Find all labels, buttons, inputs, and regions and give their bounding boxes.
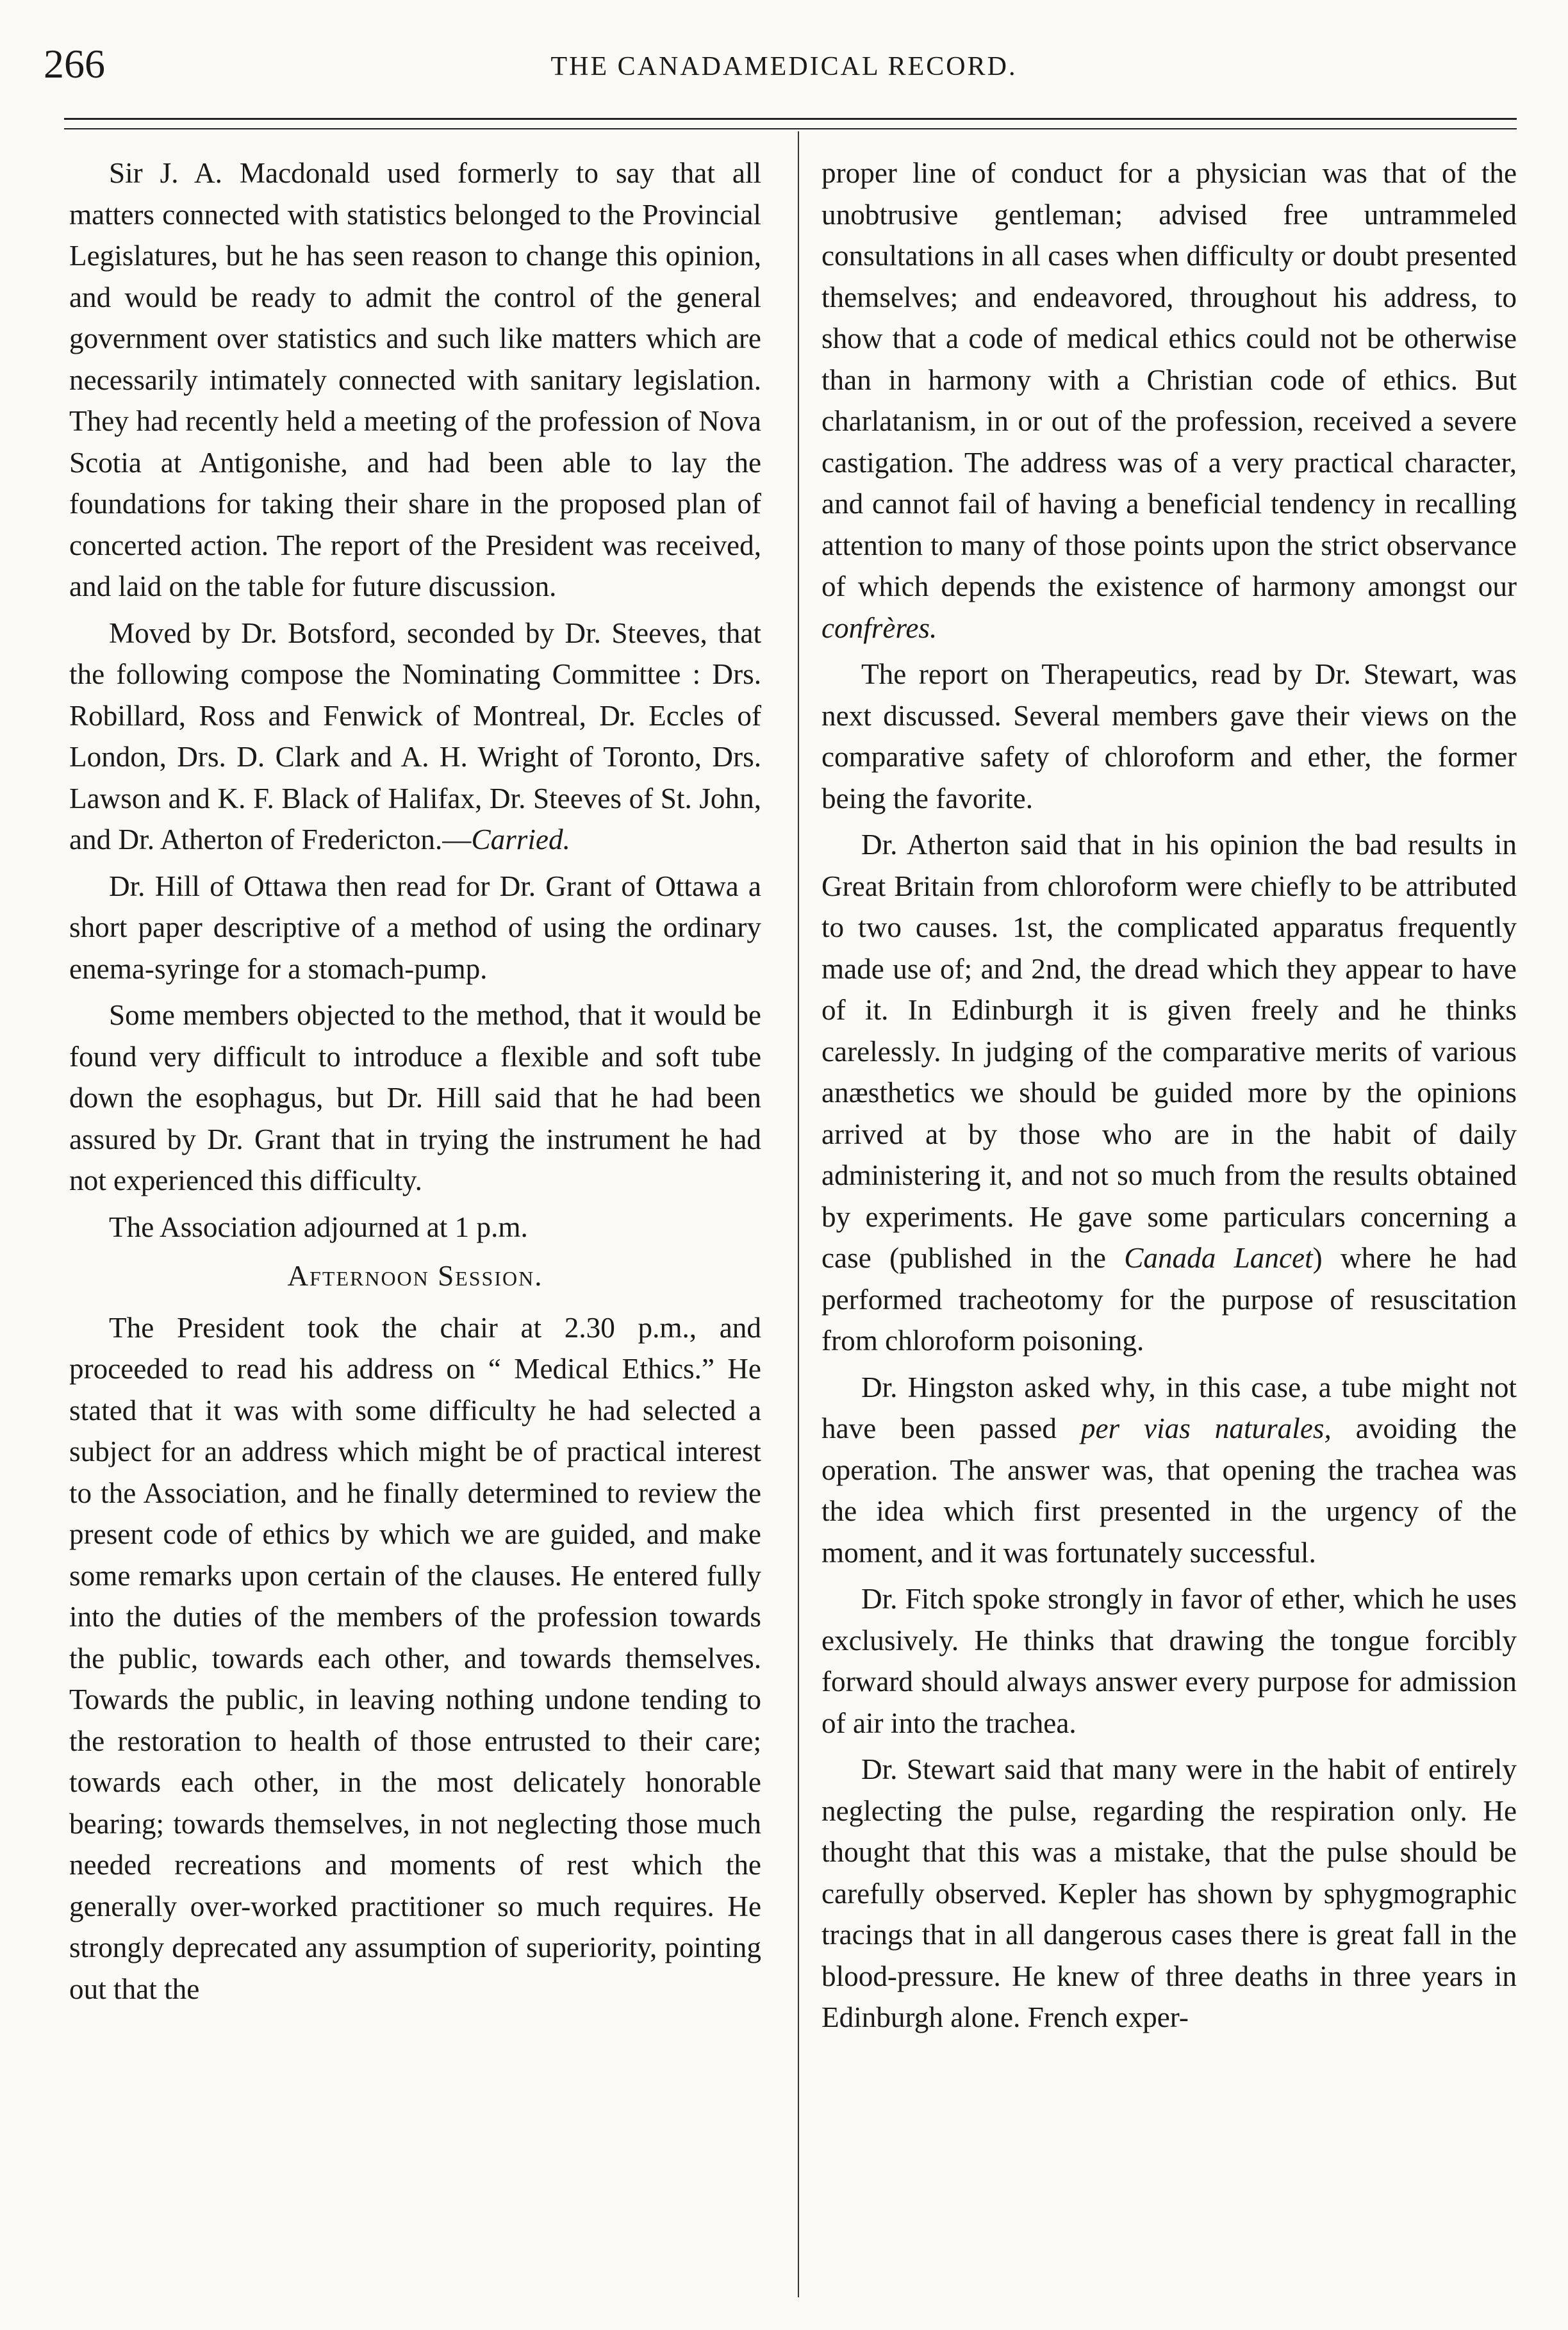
paragraph-text: Moved by Dr. Botsford, seconded by Dr. Steeves, that the following compose the Nominating Committee : Drs. Robillard, Ross and Fenwick of Montreal, Dr. Eccles of London, Drs. D. Clark and A. H. Wright of Toronto, Drs. Lawson and K. F. Black of Halifax, Dr. Steeves of St. John, and Dr. Atherton of Fredericton.— [69,616,761,855]
column-divider [798,131,799,2297]
journal-title: Canada Lancet [1124,1242,1313,1274]
paragraph-text: Dr. Atherton said that in his opinion the bad results in Great Britain from chloroform were chiefly to be attributed to two causes. 1st, the complicated apparatus frequently made use of; and 2nd, the dread which they appear to have of it. In Edinburgh it is given freely and he thinks carelessly. In judging of the comparative merits of various anæsthetics we should be guided more by the opinions arrived at by those who are in the habit of daily administering it, and not so much from the results obtained by experiments. He gave some particulars concerning a case (published in the [821,829,1517,1274]
header-rule [64,118,1517,120]
running-title: THE CANADAMEDICAL RECORD. [550,52,1018,81]
paragraph: Some members objected to the method, that it would be found very difficult to introduce a flexible and soft tube down the esophagus, but Dr. Hill said that he had been assured by Dr. Grant that in trying the instrument he had not experienced this difficulty. [69,999,761,1196]
left-column [69,153,761,2015]
paragraph: Dr. Fitch spoke strongly in favor of ether, which he uses exclusively. He thinks that drawing the tongue forcibly forward should always answer every purpose for admission of air into the trachea. [821,1583,1517,1739]
latin-phrase: per vias naturales, [1080,1412,1332,1444]
paragraph: The President took the chair at 2.30 p.m., and proceeded to read his address on “ Medical Ethics.” He stated that it was with some difficulty he had selected a subject for an address which might be of practical interest to the Association, and he finally determined to review the present code of ethics by which we are guided, and make some remarks upon certain of the clauses. He entered fully into the duties of the members of the profession towards the public, towards each other, and towards themselves. Towards the public, in leaving nothing undone tending to the restoration to health of those entrusted to their care; towards each other, in the most delicately honorable bearing; towards themselves, in not neglecting those much needed recreations and moments of rest which the generally over-worked practitioner so much requires. He strongly deprecated any assumption of superiority, pointing out that the [69,1311,761,2005]
carried-text: Carried. [471,823,570,855]
paragraph [821,1367,1517,1574]
paragraph [69,613,761,861]
paragraph: The Association adjourned at 1 p.m. [109,1210,528,1243]
header-rule-double [64,128,1517,129]
paragraph-text: Dr. Hingston asked why, in this case, a tube might not have been passed [821,1371,1517,1444]
paragraph-text: ) where he had performed tracheotomy for the purpose of resuscitation from chloroform poisoning. [821,1242,1517,1357]
paragraph: Dr. Stewart said that many were in the habit of entirely neglecting the pulse, regarding the respiration only. He thought that this was a mistake, that the pulse should be carefully observed. Kepler has shown by sphygmographic tracings that in all dangerous cases there is great fall in the blood-pressure. He knew of three deaths in three years in Edinburgh alone. French exper- [821,1753,1517,2033]
paragraph-text: proper line of conduct for a physician was that of the unobtrusive gentleman; advised free untrammeled consultations in all cases when difficulty or doubt presented themselves; and endeavored, throughout his address, to show that a code of medical ethics could not be otherwise than in harmony with a Christian code of ethics. But charlatanism, in or out of the profession, received a severe castigation. The address was of a very practical character, and cannot fail of having a beneficial tendency in recalling attention to many of those points upon the strict observance of which depends the existence of harmony amongst our [821,157,1517,602]
paragraph: Dr. Hill of Ottawa then read for Dr. Grant of Ottawa a short paper descriptive of a method of using the ordinary enema-syringe for a stomach-pump. [69,870,761,985]
right-column [821,153,1517,2044]
section-heading: Afternoon Session. [287,1260,543,1292]
confreres-text: confrères. [821,611,937,644]
page-number: 266 [44,41,105,87]
paragraph [821,824,1517,1362]
paragraph [821,153,1517,649]
paragraph: The report on Therapeutics, read by Dr. Stewart, was next discussed. Several members gave their views on the comparative safety of chloroform and ether, the former being the favorite. [821,658,1517,814]
paragraph: Sir J. A. Macdonald used formerly to say that all matters connected with statistics belonged to the Provincial Legislatures, but he has seen reason to change this opinion, and would be ready to admit the control of the general government over statistics and such like matters which are necessarily intimately connected with sanitary legislation. They had recently held a meeting of the profession of Nova Scotia at Antigonishe, and had been able to lay the foundations for taking their share in the proposed plan of concerted action. The report of the President was received, and laid on the table for future discussion. [69,157,761,602]
paragraph-text: avoiding the operation. The answer was, that opening the trachea was the idea which first presented in the urgency of the moment, and it was fortunately successful. [821,1412,1517,1569]
